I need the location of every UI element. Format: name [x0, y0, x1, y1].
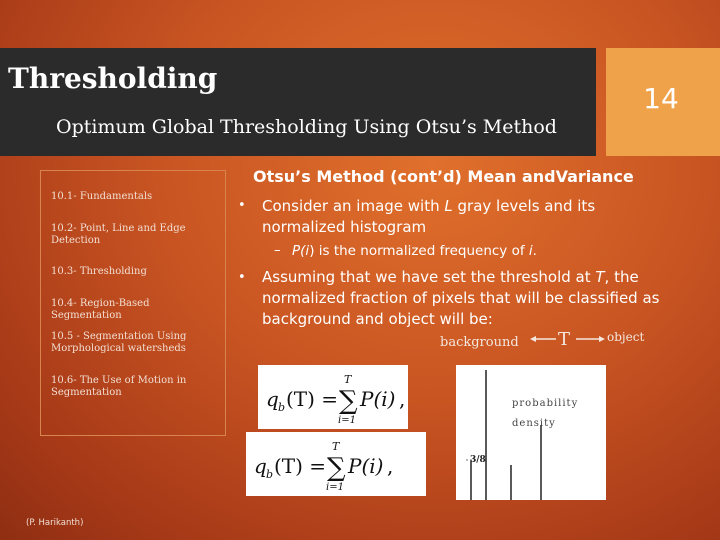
background-label: background: [440, 335, 519, 350]
sub-bullet-dash: –: [274, 243, 281, 258]
formula-arg: (T) =: [274, 454, 327, 478]
sidebar-item-thresholding[interactable]: 10.3- Thresholding: [51, 266, 147, 277]
formula-rhs: P(i): [348, 454, 384, 478]
right-arrow-icon: [575, 334, 605, 344]
formula-punct: ,: [399, 387, 406, 411]
bullet-text: gray levels and its normalized histogram: [262, 197, 596, 236]
sum-lower: i=1: [326, 482, 344, 493]
histogram-lines: [456, 365, 606, 500]
sigma-icon: ∑: [327, 453, 346, 483]
formula-punct: ,: [387, 454, 394, 478]
sigma-icon: ∑: [339, 386, 358, 416]
slide-subtitle: Optimum Global Thresholding Using Otsu’s Method: [56, 116, 557, 138]
bullet-assuming: [262, 267, 692, 330]
sub-text: P(: [292, 243, 306, 259]
sum-lower: i=1: [338, 415, 356, 426]
formula-image-2: [246, 432, 426, 496]
var-T: T: [595, 268, 605, 286]
sum-upper: T: [332, 440, 340, 453]
content-heading: Otsu’s Method (cont’d) Mean andVariance: [253, 167, 634, 186]
threshold-label: T: [558, 329, 571, 350]
slide-number: 14: [643, 82, 679, 115]
sub-var-i: i: [305, 243, 310, 259]
sidebar-item-detection[interactable]: 10.2- Point, Line and Edge Detection: [51, 223, 186, 246]
bullet-text: Assuming that we have set the threshold at: [262, 268, 596, 286]
sub-bullet-frequency: [292, 243, 537, 259]
left-arrow-icon: [530, 334, 558, 344]
formula-1: [258, 365, 408, 429]
formula-lhs: q: [266, 387, 279, 411]
histogram-image: [456, 365, 606, 500]
sidebar-item-region-based[interactable]: 10.4- Region-Based Segmentation: [51, 298, 150, 321]
slide-title: Thresholding: [8, 62, 218, 95]
formula-image-1: [258, 365, 408, 429]
formula-2: [246, 432, 426, 496]
formula-arg: (T) =: [286, 387, 339, 411]
bullet-dot: •: [238, 198, 246, 213]
histogram-label-probability: probability: [512, 398, 579, 409]
formula-rhs: P(i): [360, 387, 396, 411]
bullet-consider: [262, 196, 642, 238]
histogram-tick: 3/8: [470, 455, 486, 465]
sub-text: .: [532, 243, 537, 259]
var-L: L: [444, 197, 453, 215]
object-label: object: [607, 330, 645, 344]
sidebar-item-fundamentals[interactable]: 10.1- Fundamentals: [51, 191, 153, 202]
histogram-label-density: density: [512, 418, 556, 429]
author-footer: (P. Harikanth): [26, 518, 84, 528]
formula-sub: b: [266, 468, 274, 481]
sub-text: ) is the normalized frequency of: [309, 243, 529, 259]
bullet-text: Consider an image with: [262, 197, 445, 215]
formula-lhs: q: [254, 454, 267, 478]
sidebar-item-motion[interactable]: 10.6- The Use of Motion in Segmentation: [51, 375, 187, 398]
sub-var-i: i: [528, 243, 533, 259]
bullet-text: , the normalized fraction of pixels that will be classified as background and object will be:: [262, 268, 660, 328]
formula-sub: b: [278, 401, 286, 414]
sum-upper: T: [344, 373, 352, 386]
sidebar-item-watersheds[interactable]: 10.5 - Segmentation Using Morphological watersheds: [51, 331, 187, 354]
bullet-dot: •: [238, 270, 246, 285]
